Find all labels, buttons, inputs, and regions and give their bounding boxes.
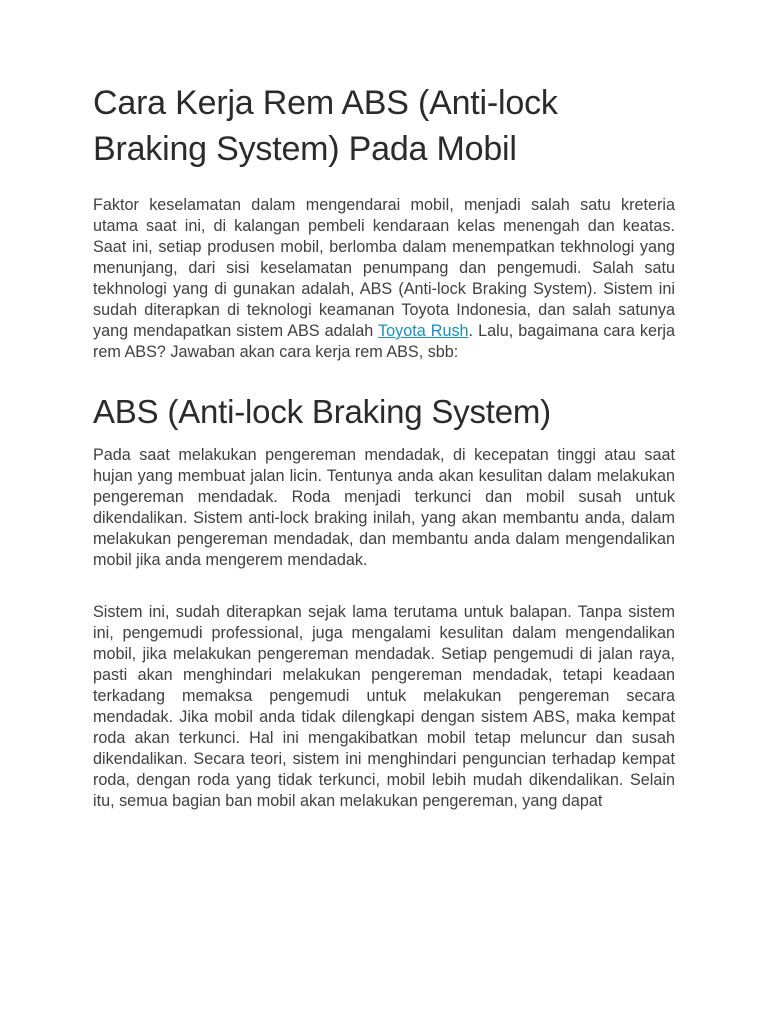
toyota-rush-link[interactable]: Toyota Rush bbox=[378, 322, 469, 340]
body-paragraph-2: Sistem ini, sudah diterapkan sejak lama terutama untuk balapan. Tanpa sistem ini, pengemudi professional, juga mengalami kesulitan dalam mengendalikan mobil, jika melakukan pengereman mendadak. Setiap pengemudi di jalan raya, pasti akan menghindari melakukan pengereman mendadak, tetapi keadaan terkadang memaksa pengemudi untuk melakukan pengereman secara mendadak. Jika mobil anda tidak dilengkapi dengan sistem ABS, maka kempat roda akan terkunci. Hal ini mengakibatkan mobil tetap meluncur dan susah dikendalikan. Secara teori, sistem ini menghindari penguncian terhadap kempat roda, dengan roda yang tidak terkunci, mobil lebih mudah dikendalikan. Selain itu, semua bagian ban mobil akan melakukan pengereman, yang dapat bbox=[93, 603, 675, 810]
intro-text-after-link: . Lalu, bagaimana cara kerja rem ABS? Jawaban akan cara kerja rem ABS, sbb: bbox=[93, 322, 675, 361]
body-paragraph-1: Pada saat melakukan pengereman mendadak, di kecepatan tinggi atau saat hujan yang membuat jalan licin. Tentunya anda akan kesulitan dalam melakukan pengereman mendadak. Roda menjadi terkunci dan mobil susah untuk dikendalikan. Sistem anti-lock braking inilah, yang akan membantu anda, dalam melakukan pengereman mendadak, dan membantu anda dalam mengendalikan mobil jika anda mengerem mendadak. bbox=[93, 446, 675, 569]
intro-text-before-link: Faktor keselamatan dalam mengendarai mobil, menjadi salah satu kreteria utama saat ini, di kalangan pembeli kendaraan kelas menengah dan keatas. Saat ini, setiap produsen mobil, berlomba dalam menempatkan tekhnologi yang menunjang, dari sisi keselamatan penumpang dan pengemudi. Salah satu tekhnologi yang di gunakan adalah, ABS (Anti-lock Braking System). Sistem ini sudah diterapkan di teknologi keamanan Toyota Indonesia, dan salah satunya yang mendapatkan sistem ABS adalah bbox=[93, 196, 675, 340]
intro-paragraph bbox=[93, 195, 675, 363]
document-title: Cara Kerja Rem ABS (Anti-lock Braking System) Pada Mobil bbox=[93, 84, 558, 168]
section-heading: ABS (Anti-lock Braking System) bbox=[93, 393, 551, 430]
document-page bbox=[93, 80, 675, 812]
